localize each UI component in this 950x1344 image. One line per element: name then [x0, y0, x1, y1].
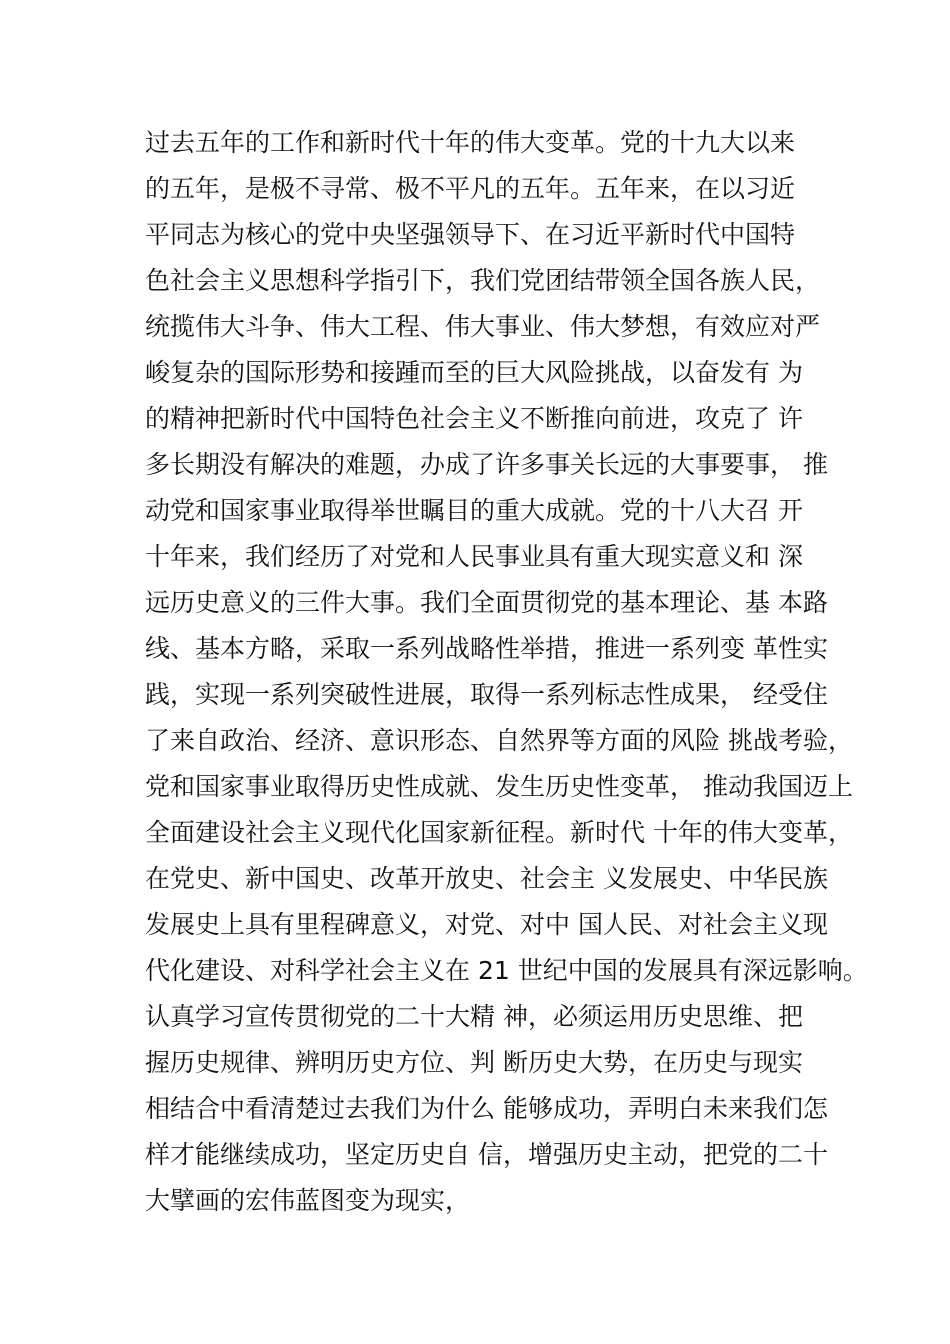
- text-line-4: 色社会主义思想科学指引下，我们党团结带领全国各族人民，: [145, 266, 821, 295]
- text-line-19: 代化建设、对科学社会主义在 21 世纪中国的发展具有深远影响。: [145, 956, 868, 985]
- text-line-21: 握历史规律、辨明历史方位、判 断历史大势，在历史与现实: [145, 1048, 803, 1077]
- text-line-12: 线、基本方略，采取一系列战略性举措，推进一系列变 革性实: [145, 634, 828, 663]
- text-line-9: 动党和国家事业取得举世瞩目的重大成就。党的十八大召 开: [145, 496, 803, 525]
- text-line-13: 践，实现一系列突破性进展，取得一系列标志性成果， 经受住: [145, 680, 828, 709]
- text-line-6: 峻复杂的国际形势和接踵而至的巨大风险挑战，以奋发有 为: [145, 358, 803, 387]
- body-text: [145, 123, 868, 1227]
- text-line-23: 样才能继续成功，坚定历史自 信，增强历史主动，把党的二十: [145, 1140, 828, 1169]
- text-line-8: 多长期没有解决的难题，办成了许多事关长远的大事要事， 推: [145, 450, 828, 479]
- text-line-20: 认真学习宣传贯彻党的二十大精 神，必须运用历史思维、把: [145, 1002, 803, 1031]
- text-line-1: 过去五年的工作和新时代十年的伟大变革。党的十九大以来: [145, 128, 796, 157]
- text-line-17: 在党史、新中国史、改革开放史、社会主 义发展史、中华民族: [145, 864, 828, 893]
- text-line-10: 十年来，我们经历了对党和人民事业具有重大现实意义和 深: [145, 542, 803, 571]
- text-line-24: 大擘画的宏伟蓝图变为现实，: [145, 1186, 471, 1215]
- text-line-3: 平同志为核心的党中央坚强领导下、在习近平新时代中国特: [145, 220, 796, 249]
- text-line-11: 远历史意义的三件大事。我们全面贯彻党的基本理论、基 本路: [145, 588, 828, 617]
- text-line-7: 的精神把新时代中国特色社会主义不断推向前进，攻克了 许: [145, 404, 803, 433]
- text-line-18: 发展史上具有里程碑意义，对党、对中 国人民、对社会主义现: [145, 910, 828, 939]
- text-line-14: 了来自政治、经济、意识形态、自然界等方面的风险 挑战考验，: [145, 726, 853, 755]
- text-line-22: 相结合中看清楚过去我们为什么 能够成功，弄明白未来我们怎: [145, 1094, 828, 1123]
- text-line-2: 的五年，是极不寻常、极不平凡的五年。五年来，在以习近: [145, 174, 796, 203]
- text-line-5: 统揽伟大斗争、伟大工程、伟大事业、伟大梦想，有效应对严: [145, 312, 821, 341]
- text-line-16: 全面建设社会主义现代化国家新征程。新时代 十年的伟大变革，: [145, 818, 853, 847]
- text-line-15: 党和国家事业取得历史性成就、发生历史性变革， 推动我国迈上: [145, 772, 853, 801]
